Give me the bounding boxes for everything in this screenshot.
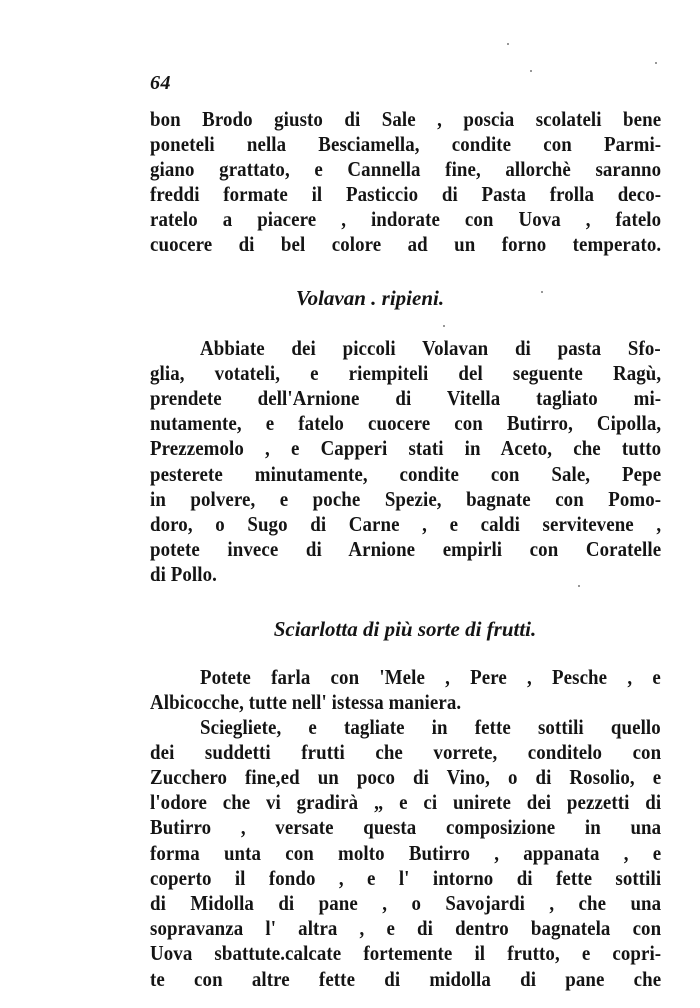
text-line: Uova sbattute.calcate fortemente il frutto, e copri-	[150, 941, 662, 965]
print-speck	[655, 62, 657, 64]
text-line: nutamente, e fatelo cuocere con Butirro, Cipolla,	[150, 411, 662, 435]
print-speck	[507, 43, 509, 45]
text-line: cuocere di bel colore ad un forno temperato.	[150, 232, 662, 256]
text-line: forma unta con molto Butirro , appanata , e	[150, 841, 662, 865]
text-line: doro, o Sugo di Carne , e caldi servitevene ,	[150, 512, 662, 536]
section-heading: Volavan . ripieni.	[295, 286, 445, 310]
text-line: glia, votateli, e riempiteli del seguente Ragù,	[150, 361, 662, 385]
text-line: Abbiate dei piccoli Volavan di pasta Sfo-	[200, 336, 661, 360]
text-line: pesterete minutamente, condite con Sale, Pepe	[150, 462, 662, 486]
text-line: Zucchero fine,ed un poco di Vino, o di Rosolio, e	[150, 765, 662, 789]
text-line: giano grattato, e Cannella fine, allorchè saranno	[150, 157, 662, 181]
text-line: Potete farla con 'Mele , Pere , Pesche , e	[200, 665, 661, 689]
text-line: Sciegliete, e tagliate in fette sottili quello	[200, 715, 661, 739]
print-speck	[530, 70, 532, 72]
text-line: Albicocche, tutte nell' istessa maniera.	[150, 690, 462, 714]
page-number: 64	[150, 72, 171, 94]
text-line: poneteli nella Besciamella, condite con Parmi-	[150, 132, 662, 156]
text-line: prendete dell'Arnione di Vitella tagliato mi-	[150, 386, 662, 410]
text-line: coperto il fondo , e l' intorno di fette sottili	[150, 866, 662, 890]
print-speck	[578, 585, 580, 587]
print-speck	[541, 291, 543, 293]
section-heading: Sciarlotta di più sorte di frutti.	[273, 617, 537, 641]
text-line: in polvere, e poche Spezie, bagnate con Pomo-	[150, 487, 662, 511]
text-line: dei suddetti frutti che vorrete, conditelo con	[150, 740, 662, 764]
text-line: Butirro , versate questa composizione in una	[150, 815, 662, 839]
text-line: bon Brodo giusto di Sale , poscia scolateli bene	[150, 107, 662, 131]
text-line: di Pollo.	[150, 562, 217, 586]
text-line: di Midolla di pane , o Savojardi , che una	[150, 891, 662, 915]
print-speck	[443, 325, 445, 327]
text-line: ratelo a piacere , indorate con Uova , fatelo	[150, 207, 662, 231]
text-line: te con altre fette di midolla di pane che	[150, 967, 662, 991]
text-line: sopravanza l' altra , e di dentro bagnatela con	[150, 916, 662, 940]
text-line: freddi formate il Pasticcio di Pasta frolla deco-	[150, 182, 662, 206]
text-line: potete invece di Arnione empirli con Coratelle	[150, 537, 662, 561]
text-line: Prezzemolo , e Capperi stati in Aceto, che tutto	[150, 436, 662, 460]
text-line: l'odore che vi gradirà „ e ci unirete dei pezzetti di	[150, 790, 662, 814]
